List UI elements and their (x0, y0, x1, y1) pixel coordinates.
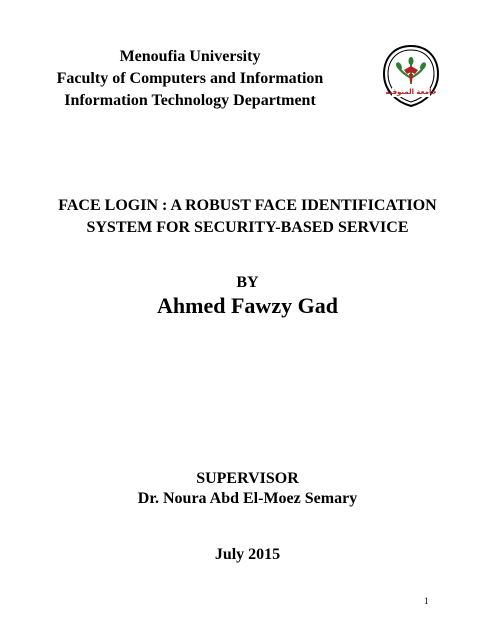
department-name: Information Technology Department (64, 92, 316, 109)
thesis-title (0, 195, 495, 239)
supervisor-name: Dr. Noura Abd El-Moez Semary (137, 490, 358, 507)
author-name: Ahmed Fawzy Gad (157, 293, 338, 318)
faculty-name: Faculty of Computers and Information (56, 70, 324, 87)
university-name: Menoufia University (119, 48, 261, 65)
thesis-title-line-2: SYSTEM FOR SECURITY-BASED SERVICE (86, 219, 409, 236)
submission-date: July 2015 (214, 546, 281, 563)
university-seal-icon (382, 44, 440, 108)
supervisor-heading: SUPERVISOR (196, 470, 299, 487)
thesis-title-line-1: FACE LOGIN : A ROBUST FACE IDENTIFICATION (58, 197, 437, 214)
seal-caption: جامعة المنوفية (385, 88, 437, 96)
by-label: BY (236, 274, 259, 291)
institution-header (40, 46, 340, 112)
page-number: 1 (424, 596, 429, 606)
